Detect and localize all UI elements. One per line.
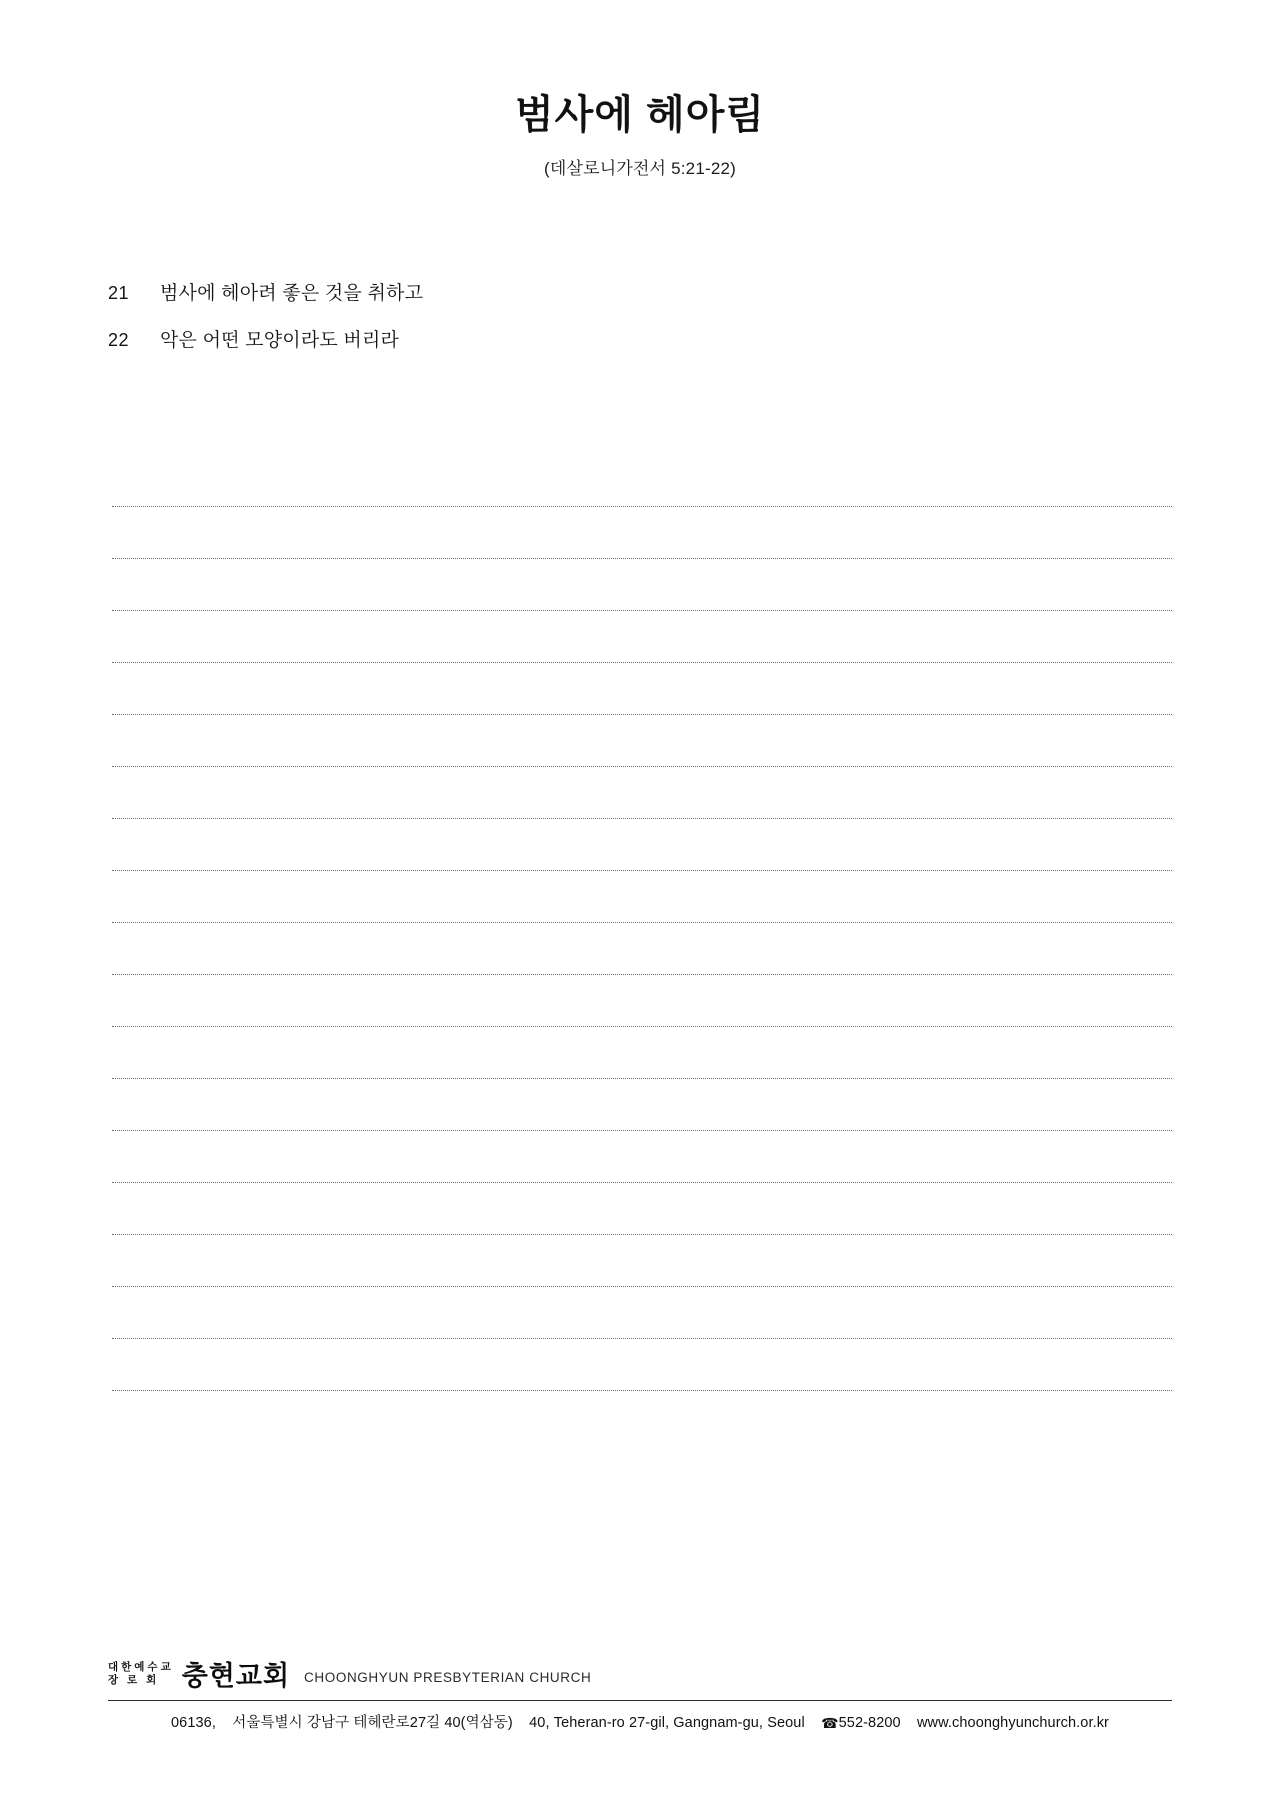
logo-denomination-line2: 장 로 회 xyxy=(108,1673,160,1686)
note-line xyxy=(112,1027,1172,1079)
note-line xyxy=(112,663,1172,715)
verse-list xyxy=(108,278,1172,372)
church-logo xyxy=(108,1661,1172,1700)
note-line xyxy=(112,1235,1172,1287)
note-line xyxy=(112,611,1172,663)
verse-item xyxy=(108,278,1172,305)
footer-address-en: 40, Teheran-ro 27-gil, Gangnam-gu, Seoul xyxy=(529,1715,805,1731)
note-line xyxy=(112,923,1172,975)
note-line xyxy=(112,767,1172,819)
verse-item xyxy=(108,325,1172,352)
footer-phone: 552-8200 xyxy=(838,1715,901,1731)
verse-number: 21 xyxy=(108,283,130,303)
document-header xyxy=(0,92,1280,179)
note-line xyxy=(112,1183,1172,1235)
footer-contact-info xyxy=(108,1711,1172,1732)
page-title: 범사에 헤아림 xyxy=(515,93,765,137)
note-line xyxy=(112,507,1172,559)
note-line xyxy=(112,1131,1172,1183)
logo-mark xyxy=(108,1661,290,1690)
scripture-reference: (데살로니가전서 5:21-22) xyxy=(543,159,737,178)
note-line xyxy=(112,715,1172,767)
logo-denomination xyxy=(108,1661,174,1690)
note-line xyxy=(112,1079,1172,1131)
note-line xyxy=(112,1339,1172,1391)
logo-church-name: 충현교회 xyxy=(181,1661,291,1691)
footer-divider xyxy=(108,1700,1172,1701)
verse-text: 악은 어떤 모양이라도 버리라 xyxy=(160,330,400,351)
note-line xyxy=(112,1287,1172,1339)
note-lines-area xyxy=(112,455,1172,1391)
footer-zipcode: 06136, xyxy=(171,1715,216,1731)
note-line xyxy=(112,559,1172,611)
document-footer xyxy=(108,1661,1172,1732)
logo-church-name-english: CHOONGHYUN PRESBYTERIAN CHURCH xyxy=(304,1670,592,1685)
logo-denomination-line1: 대한예수교 xyxy=(108,1660,174,1673)
verse-text: 범사에 헤아려 좋은 것을 취하고 xyxy=(160,283,424,304)
note-line xyxy=(112,871,1172,923)
note-line xyxy=(112,455,1172,507)
verse-number: 22 xyxy=(108,330,130,350)
footer-address-ko: 서울특별시 강남구 테헤란로27길 40(역삼동) xyxy=(232,1715,513,1731)
note-line xyxy=(112,975,1172,1027)
note-line xyxy=(112,819,1172,871)
phone-icon: ☎ xyxy=(821,1715,839,1731)
footer-website[interactable]: www.choonghyunchurch.or.kr xyxy=(916,1715,1109,1731)
